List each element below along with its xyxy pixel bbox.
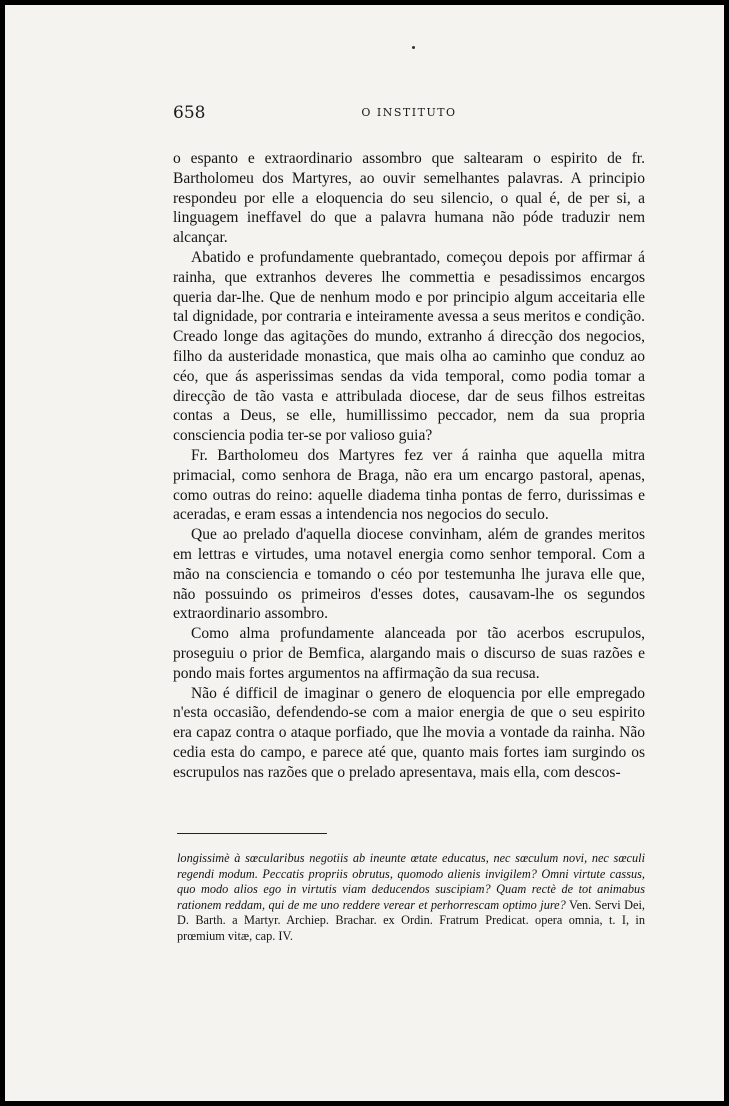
paragraph: Como alma profundamente alanceada por tão acerbos escrupulos, proseguiu o prior de Bemfica, alargando mais o discurso de suas razões e pondo mais fortes argumentos na affirmação da sua recusa. xyxy=(173,625,645,682)
footnote-citation: Ven. Servi Dei, D. Barth. a Martyr. Archiep. Brachar. ex Ordin. Fratrum Predicat. opera omnia, t. I, in prœmium vitæ, cap. IV. xyxy=(177,897,645,943)
footnote xyxy=(177,851,645,945)
book-page xyxy=(5,5,724,1101)
print-speck xyxy=(412,46,415,49)
paragraph: Não é difficil de imaginar o genero de eloquencia por elle empregado n'esta occasião, defendendo-se com a maior energia de que o seu espirito era capaz contra o ataque porfiado, que lhe movia a vontade da rainha. Não cedia esta do campo, e parece até que, quanto mais fortes iam surgindo os escrupulos nas razões que o prelado apresentava, mais ella, com descos- xyxy=(173,684,645,781)
running-title: O INSTITUTO xyxy=(361,106,457,119)
paragraph: Abatido e profundamente quebrantado, começou depois por affirmar á rainha, que extranhos deveres lhe commettia e pesadissimos encargos queria dar-lhe. Que de nenhum modo e por principio algum acceitaria elle tal dignidade, por contraria e inteiramente avessa a seus meritos e condição. Creado longe das agitações do mundo, extranho á direcção dos negocios, filho da austeridade monastica, que mais olha ao caminho que conduz ao céo, que ás asperissimas sendas da vida temporal, como podia tomar a direcção de tão vasta e attribulada diocese, dar de seus filhos estreitas contas a Deus, se elle, humillissimo peccador, nem da sua propria consciencia podia ter-se por valioso guia? xyxy=(173,248,645,445)
paragraph: o espanto e extraordinario assombro que saltearam o espirito de fr. Bartholomeu dos Martyres, ao ouvir semelhantes palavras. A principio respondeu por elle a eloquencia do seu silencio, o qual é, de per si, a linguagem ineffavel do que a palavra humana não póde traduzir nem alcançar. xyxy=(173,150,645,247)
page-header xyxy=(173,103,645,127)
paragraph: Fr. Bartholomeu dos Martyres fez ver á rainha que aquella mitra primacial, como senhora de Braga, não era um encargo pastoral, apenas, como outras do reino: aquelle diadema tinha pontas de ferro, durissimas e aceradas, e eram essas a intendencia nos negocios do seculo. xyxy=(173,446,645,524)
page-number: 658 xyxy=(173,103,206,123)
footnote-separator xyxy=(177,833,327,834)
footnote-latin-text: longissimè à sœcularibus negotiis ab ineunte œtate educatus, nec sœculum novi, nec sœculi regendi modum. Peccatis propriis obrutus, quomodo alienis invigilem? Omni virtute cassus, quo modo alios ego in virtutis viam deducendos suscipiam? Quam rectè de tot animabus rationem reddam, qui de me uno reddere verear et perhorrescam optimo jure? xyxy=(177,851,645,912)
paragraph: Que ao prelado d'aquella diocese convinham, além de grandes meritos em lettras e virtudes, uma notavel energia como senhor temporal. Com a mão na consciencia e tomando o céo por testemunha lhe jurava elle que, não possuindo os primeiros d'esses dotes, causavam-lhe os segundos extraordinario assombro. xyxy=(173,526,645,623)
body-text xyxy=(173,149,645,783)
